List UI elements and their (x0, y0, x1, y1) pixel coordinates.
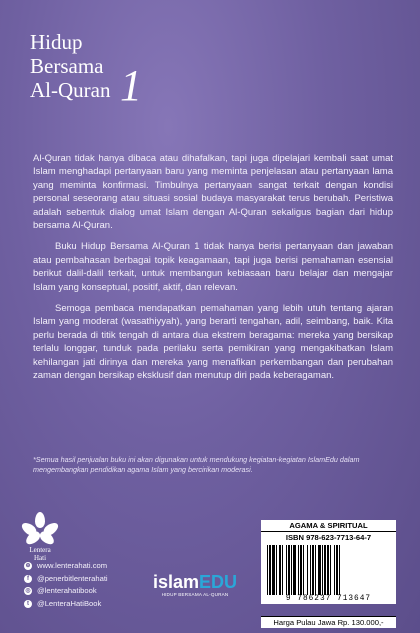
publisher-contacts (24, 560, 108, 610)
twitter-icon: t (24, 600, 32, 608)
islamedu-logo (150, 572, 240, 598)
contact-twitter[interactable] (24, 598, 108, 611)
book-category: AGAMA & SPIRITUAL (261, 520, 396, 532)
islamedu-wordmark: islamEDU (152, 572, 238, 592)
volume-number: 1 (120, 61, 142, 110)
title-line-2: Bersama (30, 54, 104, 78)
synopsis-paragraph-2: Buku Hidup Bersama Al-Quran 1 tidak hanya berisi pertanyaan dan jawaban atau pembahasan berbagai topik keagamaan, tapi juga berisi pemahaman esensial berikut dalil-dalil terkait, untuk membangun kebiasaan baru belajar dan mengajar Islam yang konseptual, positif, aktif, dan relevan. (33, 241, 393, 293)
price-label: Harga Pulau Jawa Rp. 130.000,- (261, 616, 396, 628)
barcode-stripe (340, 545, 341, 595)
synopsis-paragraph-3: Semoga pembaca mendapatkan pemahaman yang lebih utuh tentang ajaran Islam yang moderat (wasathiyyah), yang berarti tengahan, adil, seimbang, baik. Kita perlu berada di titik tengah di antara dua ekstrem beragama: mereka yang bersikap terlalu longgar, tunduk pada perilaku serta pemikiran yang mengakibatkan Islam kehilangan jati dirinya dan mereka yang menafikan perkembangan dan perubahan zaman dengan bersikap eksklusif dan menutup diri pada keberagaman. (33, 303, 393, 382)
islamedu-tagline: HIDUP BERSAMA AL-QURAN (161, 592, 229, 597)
barcode-box (261, 520, 396, 604)
title-line-1: Hidup (30, 30, 83, 54)
website-text: www.lenterahati.com (37, 561, 108, 570)
contact-instagram[interactable] (24, 585, 108, 598)
contact-facebook[interactable] (24, 573, 108, 586)
globe-icon: ⊕ (25, 563, 31, 570)
title-line-3: Al-Quran (30, 78, 111, 102)
barcode-bars (267, 545, 390, 595)
publisher-name: Lentera Hati (29, 546, 51, 562)
lentera-flame-icon (22, 512, 58, 546)
sales-note: *Semua hasil penjualan buku ini akan digunakan untuk mendukung kegiatan-kegiatan IslamEdu dalam mengembangkan pendidikan agama Islam yang bercirikan moderasi. (33, 455, 360, 474)
barcode-number: 9 786237 713647 (285, 595, 372, 603)
facebook-icon: f (24, 575, 32, 583)
isbn-text: ISBN 978-623-7713-64-7 (285, 533, 372, 542)
twitter-text: @LenteraHatiBook (37, 598, 102, 608)
publisher-logo (22, 512, 64, 562)
synopsis (33, 152, 393, 391)
book-title (30, 30, 110, 102)
instagram-icon: ◎ (25, 588, 31, 595)
facebook-text: @penerbitlenterahati (37, 573, 108, 583)
instagram-text: @lenterahatibook (37, 586, 97, 595)
synopsis-paragraph-1: Al-Quran tidak hanya dibaca atau dihafalkan, tapi juga dipelajari kembali saat umat Islam menghadapi pertanyaan baru yang meminta penjelasan atau pertanyaan lama yang meminta konfirmasi. Timbulnya pertanyaan sangat terkait dengan kondisi personal seseorang atau situasi sosial budaya masyarakat terus berubah. Peristiwa adalah sebentuk dialog umat Islam dengan Al-Quran sekaligus bagian dari hidup bersama Al-Quran. (33, 153, 393, 232)
contact-website[interactable] (24, 560, 108, 573)
